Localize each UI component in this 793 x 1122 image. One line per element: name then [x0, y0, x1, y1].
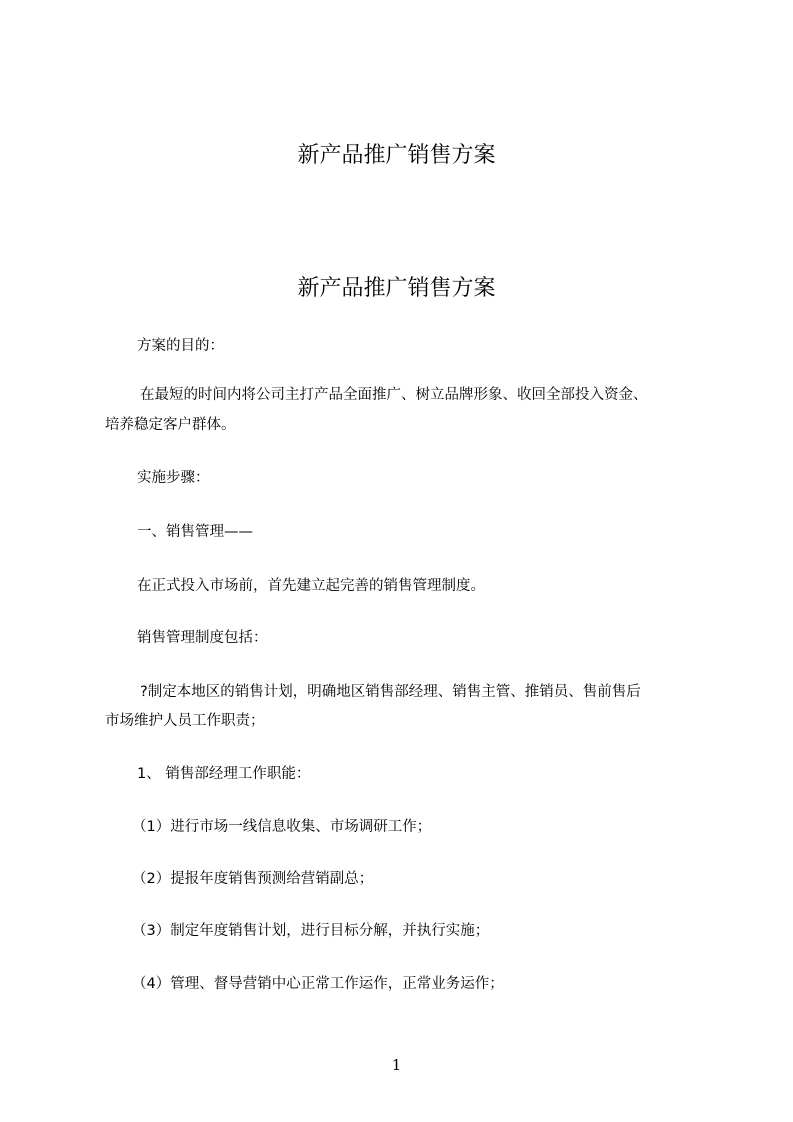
section-1-intro: 在正式投入市场前，首先建立起完善的销售管理制度。: [137, 578, 485, 594]
section-1-heading: 一、销售管理——: [137, 524, 253, 540]
duty-item: （4）管理、督导营销中心正常工作运作，正常业务运作；: [132, 976, 504, 992]
duty-item: （2）提报年度销售预测给营销副总；: [132, 871, 374, 887]
page-number: 1: [391, 1056, 402, 1074]
system-item-line-2: 市场维护人员工作职责；: [105, 713, 265, 729]
duty-item: （1）进行市场一线信息收集、市场调研工作；: [132, 819, 432, 835]
purpose-text-line-2: 培养稳定客户群体。: [105, 417, 236, 433]
duty-heading: 1、 销售部经理工作职能：: [137, 766, 311, 782]
steps-label: 实施步骤：: [137, 470, 210, 486]
purpose-label: 方案的目的：: [137, 338, 224, 354]
cover-title: 新产品推广销售方案: [297, 143, 496, 168]
duty-item: （3）制定年度销售计划，进行目标分解，并执行实施；: [132, 923, 490, 939]
purpose-text-line-1: 在最短的时间内将公司主打产品全面推广、树立品牌形象、收回全部投入资金、: [140, 387, 648, 403]
system-item-line-1: ?制定本地区的销售计划，明确地区销售部经理、销售主管、推销员、售前售后: [140, 684, 641, 700]
system-label: 销售管理制度包括：: [137, 630, 268, 646]
document-heading: 新产品推广销售方案: [297, 276, 496, 301]
